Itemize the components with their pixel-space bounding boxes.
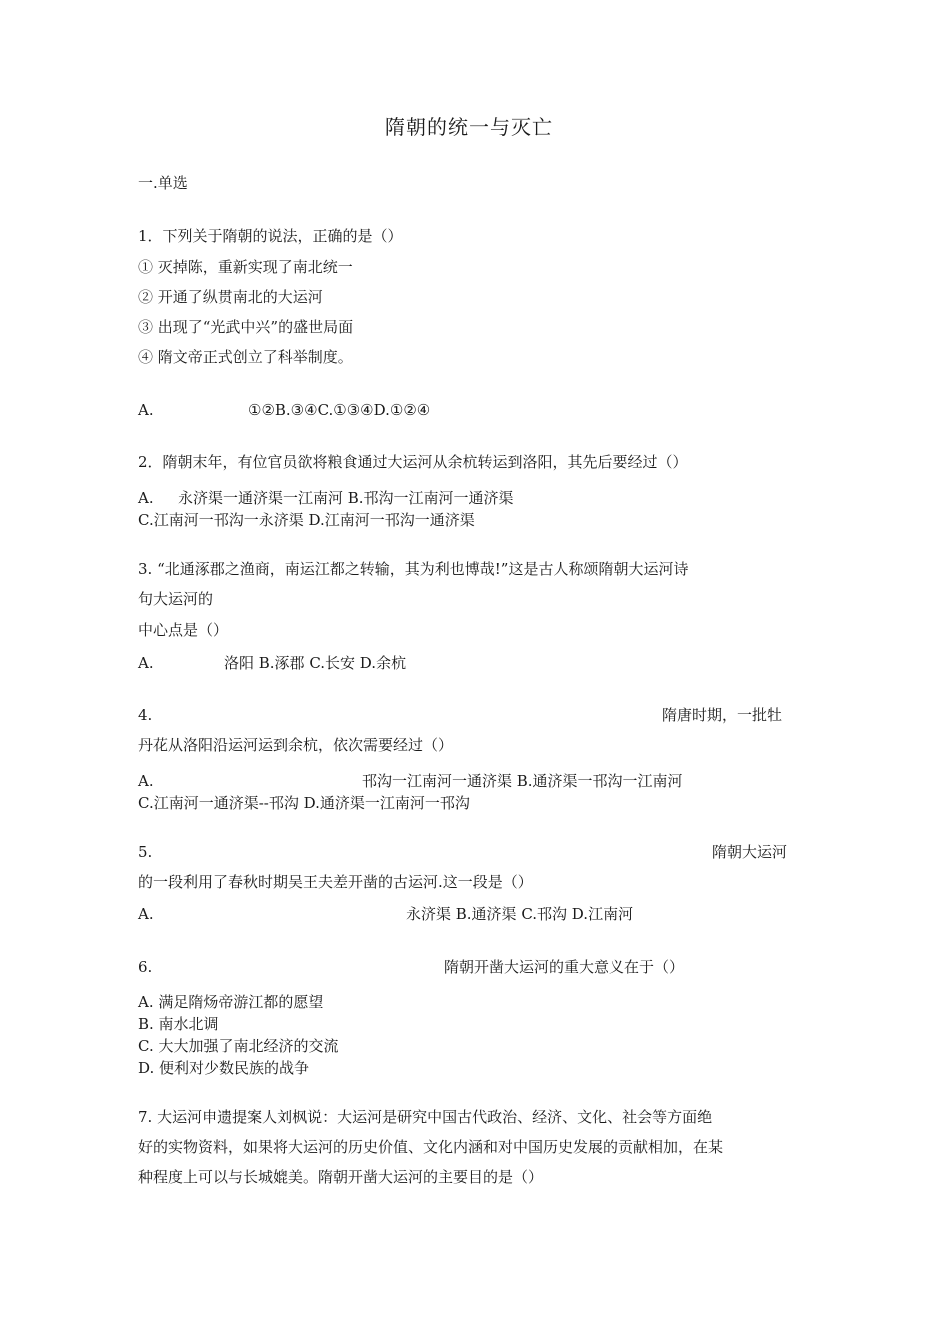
question-4-number: 4. <box>138 706 153 724</box>
question-3-stem-line-3: 中心点是（） <box>138 621 229 639</box>
question-1-item-2: ② 开通了纵贯南北的大运河 <box>138 288 323 306</box>
question-5-stem-right: 隋朝大运河 <box>712 843 788 861</box>
question-6-option-c: C. 大大加强了南北经济的交流 <box>138 1037 339 1055</box>
question-2-options-line-1: 永济渠一通济渠一江南河 B.邗沟一江南河一通济渠 <box>178 489 514 507</box>
question-6-option-b: B. 南水北调 <box>138 1015 219 1033</box>
question-7-line-2: 好的实物资料，如果将大运河的历史价值、文化内涵和对中国历史发展的贡献相加，在某 <box>138 1138 724 1156</box>
question-5-options: 永济渠 B.通济渠 C.邗沟 D.江南河 <box>406 905 634 923</box>
question-6-option-a: A. 满足隋炀帝游江都的愿望 <box>138 993 324 1011</box>
question-3-options: 洛阳 B.涿郡 C.长安 D.余杭 <box>224 654 407 672</box>
question-1-item-3: ③ 出现了“光武中兴”的盛世局面 <box>138 318 354 336</box>
question-4-options-line-1: 邗沟一江南河一通济渠 B.通济渠一邗沟一江南河 <box>362 772 683 790</box>
question-6-option-d: D. 便利对少数民族的战争 <box>138 1059 310 1077</box>
question-5-option-a-label: A. <box>138 905 154 923</box>
question-1-item-4: ④ 隋文帝正式创立了科举制度。 <box>138 348 353 366</box>
question-3-option-a-label: A. <box>138 654 154 672</box>
question-6-number: 6. <box>138 958 153 976</box>
question-4-stem-line-2: 丹花从洛阳沿运河运到余杭，依次需要经过（） <box>138 736 454 754</box>
question-6-stem-right: 隋朝开凿大运河的重大意义在于（） <box>444 958 685 976</box>
question-4-options-line-2: C.江南河一通济渠--邗沟 D.通济渠一江南河一邗沟 <box>138 794 470 812</box>
question-3-stem-line-2: 句大运河的 <box>138 590 214 608</box>
question-4-stem-right: 隋唐时期，一批牡 <box>662 706 783 724</box>
question-7-line-1: 7. 大运河申遗提案人刘枫说：大运河是研究中国古代政治、经济、文化、社会等方面绝 <box>138 1108 713 1126</box>
question-2-option-a-label: A. <box>138 489 154 507</box>
question-2-options-line-2: C.江南河一邗沟一永济渠 D.江南河一邗沟一通济渠 <box>138 511 475 529</box>
question-5-number: 5. <box>138 843 153 861</box>
question-1-option-a-label: A. <box>138 401 154 419</box>
question-1-item-1: ① 灭掉陈，重新实现了南北统一 <box>138 258 353 276</box>
question-3-stem-line-1: 3. “北通涿郡之渔商，南运江都之转输，其为利也博哉!”这是古人称颂隋朝大运河诗 <box>138 560 689 578</box>
question-7-line-3: 种程度上可以与长城媲美。隋朝开凿大运河的主要目的是（） <box>138 1168 544 1186</box>
question-1-stem: 1．下列关于隋朝的说法，正确的是（） <box>138 227 403 245</box>
question-2-stem: 2．隋朝末年，有位官员欲将粮食通过大运河从余杭转运到洛阳，其先后要经过（） <box>138 453 688 471</box>
question-5-stem-line-2: 的一段利用了春秋时期吴王夫差开凿的古运河.这一段是（） <box>138 873 533 891</box>
section-heading: 一.单选 <box>138 174 188 192</box>
question-4-option-a-label: A. <box>138 772 154 790</box>
question-1-options: ①②B.③④C.①③④D.①②④ <box>248 401 431 419</box>
page-title: 隋朝的统一与灭亡 <box>385 115 553 139</box>
